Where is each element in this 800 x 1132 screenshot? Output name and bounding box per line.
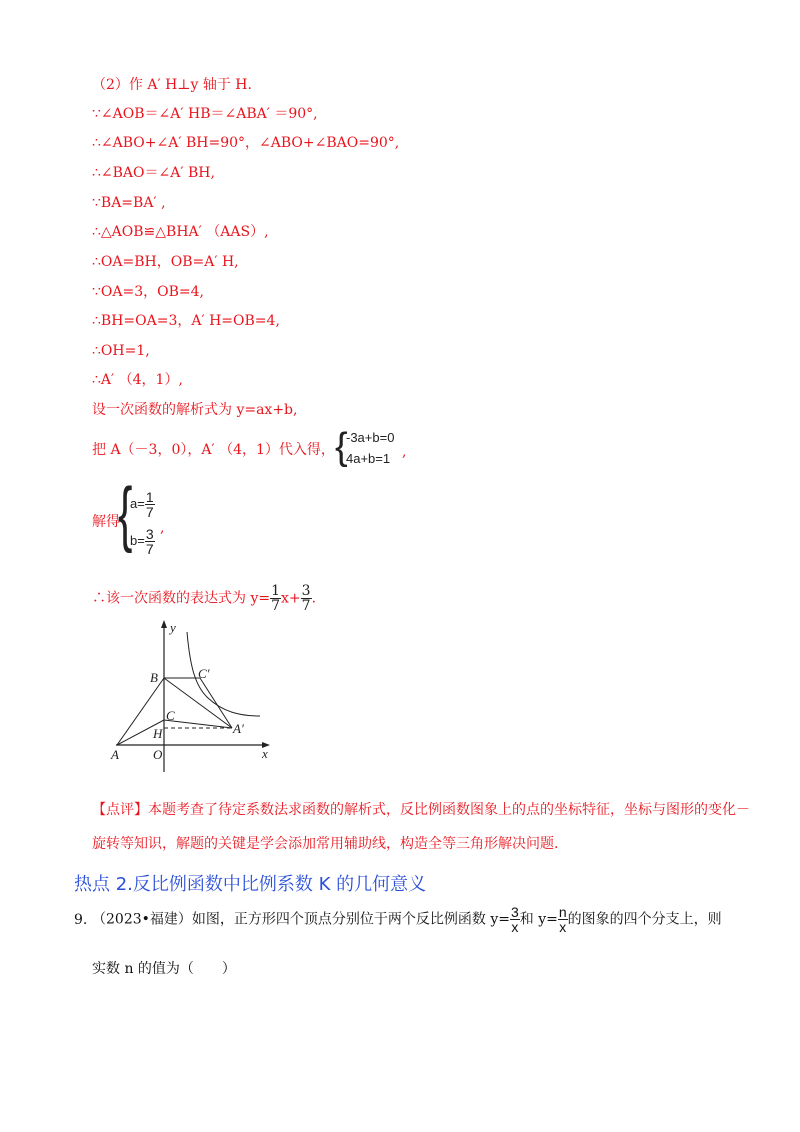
solution-brace: { [118,474,133,554]
system-brace: { [335,426,348,468]
comment-text: 【点评】本题考查了待定系数法求函数的解析式，反比例函数图象上的点的坐标特征，坐标与图形的变化－旋转等知识，解题的关键是学会添加常用辅助线，构造全等三角形解决问题. [92,802,750,852]
label-H: H [153,726,163,741]
solution-line: ∵BA=BA′ , [92,195,166,211]
label-A-prime: A′ [233,721,244,736]
label-C-prime: C′ [198,666,210,681]
solution-line: ∴OA=BH，OB=A′ H, [92,254,239,270]
question-line2: 实数 n 的值为（ ） [92,961,236,977]
system-eq1: -3a+b=0 [346,430,395,445]
solution-suffix: , [160,520,165,536]
label-B: B [150,670,158,685]
geometry-figure [108,616,278,776]
question-text: （2023•福建）如图，正方形四个顶点分别位于两个反比例函数 y= $\frac{3}{x}$ 和 y= $\frac{n}{x}$ 的图象的四个分支上，则 [92,904,722,935]
solution-line: ∴BH=OA=3，A′ H=OB=4, [92,313,280,329]
section-heading: 热点 2.反比例函数中比例系数 K 的几何意义 [74,874,427,895]
label-y: y [170,620,176,635]
solution-line: ∴∠ABO+∠A′ BH=90°，∠ABO+∠BAO=90°, [92,135,400,151]
system-suffix: , [402,444,407,460]
label-C: C [166,708,175,723]
segment-C-prime-A-prime [200,678,232,728]
conclusion: ∴该一次函数的表达式为 y= $\frac{1}{7}$ x+ $\frac{3}{7}$ . [92,583,317,614]
label-A: A [111,747,119,762]
substitute-text: 把 A（－3，0），A′ （4，1）代入得， [92,442,335,458]
solution-line: ∵∠AOB＝∠A′ HB＝∠ABA′ ＝90°, [92,106,318,122]
solve-label: 解得 [92,514,120,530]
solution-line: 设一次函数的解析式为 y=ax+b, [92,402,298,418]
solution-line: ∴OH=1, [92,343,150,359]
label-O: O [153,747,163,762]
label-x: x [262,746,268,761]
solution-line: ∴△AOB≌△BHA′ （AAS）, [92,224,269,240]
solution-line: ∵OA=3，OB=4, [92,284,204,300]
solution-b: b= $\frac{3}{7}$ [130,526,154,557]
y-axis-arrow [161,620,167,628]
solution-line: ∴A′ （4，1）, [92,372,183,388]
solution-a: a= $\frac{1}{7}$ [130,489,154,520]
solution-line: （2）作 A′ H⊥y 轴于 H. [92,77,252,93]
system-eq2: 4a+b=1 [346,451,391,466]
question-number: 9. [74,912,88,928]
solution-line: ∴∠BAO＝∠A′ BH, [92,165,215,181]
